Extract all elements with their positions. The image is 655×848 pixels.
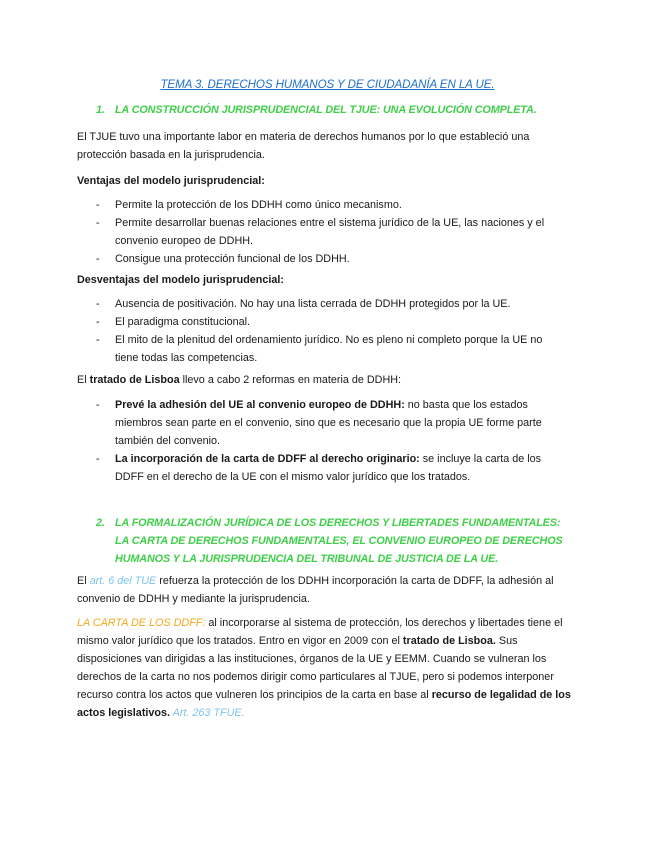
- list-item: - Permite la protección de los DDHH como único mecanismo.: [96, 199, 402, 211]
- list-item: - Consigue una protección funcional de los DDHH.: [96, 253, 350, 265]
- section-2-number: 2.: [96, 517, 105, 529]
- ventajas-label: Ventajas del modelo jurisprudencial:: [77, 175, 265, 187]
- reformas-list: [96, 396, 566, 486]
- list-item: - El paradigma constitucional.: [96, 316, 251, 328]
- lisboa-intro: El tratado de Lisboa llevo a cabo 2 reformas en materia de DDHH:: [77, 374, 402, 386]
- desventajas-list: [96, 295, 566, 367]
- ventajas-list: [96, 196, 566, 268]
- section-2-title: LA FORMALIZACIÓN JURÍDICA DE LOS DERECHOS Y LIBERTADES FUNDAMENTALES: LA CARTA DE DERECHOS FUNDAMENTALES, EL CONVENIO EUROPEO DE DERECHOS HUMANOS Y LA JURISPRUDENCIA DEL TRIBUNAL DE JUSTICIA DE LA UE.: [115, 517, 563, 565]
- list-item: - Permite desarrollar buenas relaciones entre el sistema jurídico de la UE, las naciones y el convenio europeo de DDHH.: [96, 217, 545, 247]
- list-item: - La incorporación de la carta de DDFF al derecho originario: se incluye la carta de los DDFF en el derecho de la UE con el mismo valor jurídico que los tratados.: [96, 453, 542, 483]
- section-1-intro: El TJUE tuvo una importante labor en materia de derechos humanos por lo que estableció una protección basada en la jurisprudencia.: [77, 131, 530, 161]
- page-title: TEMA 3. DERECHOS HUMANOS Y DE CIUDADANÍA EN LA UE.: [160, 78, 495, 91]
- art-263-tfue-reference: Art. 263 TFUE.: [170, 707, 245, 719]
- art-6-tue-reference: art. 6 del TUE: [89, 575, 157, 587]
- section-1-number: 1.: [96, 104, 105, 116]
- section-1-title: LA CONSTRUCCIÓN JURISPRUDENCIAL DEL TJUE: UNA EVOLUCIÓN COMPLETA.: [115, 104, 537, 116]
- section-2-heading: [96, 514, 576, 568]
- carta-ddff-label: LA CARTA DE LOS DDFF:: [77, 617, 206, 629]
- section-1-heading: [96, 101, 576, 119]
- list-item: - El mito de la plenitud del ordenamiento jurídico. No es pleno ni completo porque la UE no tiene todas las competencias.: [96, 334, 543, 364]
- list-item: - Ausencia de positivación. No hay una lista cerrada de DDHH protegidos por la UE.: [96, 298, 511, 310]
- section-2-paragraph-1: El art. 6 del TUE refuerza la protección de los DDHH incorporación la carta de DDFF, la adhesión al convenio de DDHH y mediante la jurisprudencia.: [77, 575, 554, 605]
- desventajas-label: Desventajas del modelo jurisprudencial:: [77, 274, 285, 286]
- list-item: - Prevé la adhesión del UE al convenio europeo de DDHH: no basta que los estados miembros sean parte en el convenio, sino que es necesario que la propia UE forme parte también del convenio.: [96, 399, 542, 447]
- section-2-paragraph-2: LA CARTA DE LOS DDFF: al incorporarse al sistema de protección, los derechos y libertades tiene el mismo valor jurídico que los tratados. Entro en vigor en 2009 con el tratado de Lisboa. Sus disposiciones van dirigidas a las instituciones, órganos de la UE y EEMM. Cuando se vulneran los derechos de la carta no nos podemos dirigir como particulares al TJUE, pero si podemos interponer recurso contra los actos que vulneren los principios de la carta en base al recurso de legalidad de los actos legislativos. Art. 263 TFUE.: [77, 617, 571, 719]
